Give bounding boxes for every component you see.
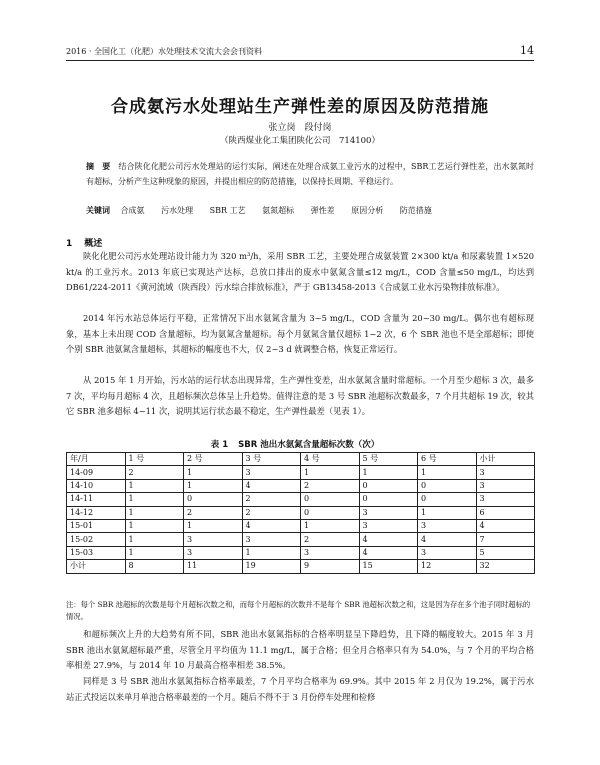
- table-row: [67, 533, 535, 546]
- table-cell: 2: [301, 533, 360, 546]
- table-cell: 4: [242, 519, 301, 532]
- exceedance-table: [66, 452, 535, 574]
- table-cell: 1: [301, 519, 360, 532]
- body-paragraph: 同样是 3 号 SBR 池出水氨氮指标合格率最差，7 个月平均合格率为 69.9%。其中 2015 年 2 月仅为 19.2%，属于污水站正式投运以来单月单池合格率最差的一个月。随后不得不于 3 月份停车处理和检修: [66, 676, 534, 702]
- table-cell: 3: [301, 546, 360, 559]
- table-cell: 7: [476, 533, 535, 546]
- table-cell: 8: [125, 560, 184, 573]
- table-cell: 2: [125, 466, 184, 479]
- table-cell: 3: [184, 533, 243, 546]
- table-cell: 2: [301, 479, 360, 492]
- table-cell: 1: [125, 479, 184, 492]
- body-paragraph: 从 2015 年 1 月开始，污水站的运行状态出现异常，生产弹性变差，出水氨氮含量时常超标。一个月至少超标 3 次，最多 7 次，平均每月超标 4 次，且超标频次总体呈上升趋势。值得注意的是 3 号 SBR 池超标次数最多，7 个月共超标 19 次，较其它 SBR 池多超标 4~11 次，说明其运行状态最不稳定，生产弹性最差（见表 1）。: [66, 375, 534, 417]
- keyword: SBR 工艺: [209, 206, 246, 215]
- table-cell: 3: [418, 546, 477, 559]
- table-cell: 0: [359, 479, 418, 492]
- table-row: [67, 506, 535, 519]
- header-cell: 年/月: [67, 453, 126, 466]
- header-cell: 5 号: [359, 453, 418, 466]
- table-row: [67, 493, 535, 506]
- table-cell: 小计: [67, 560, 126, 573]
- keyword: 原因分析: [351, 206, 384, 215]
- body-paragraph: 陕化化肥公司污水处理站设计能力为 320 m³/h，采用 SBR 工艺，主要处理合成氨装置 2×300 kt/a 和尿素装置 1×520 kt/a 的工业污水。2013 年底已实现达产达标，总放口排出的废水中氨氮含量≤12 mg/L，COD 含量≤50 mg/L，均达到 DB61/224-2011《黄河流域（陕西段）污水综合排放标准》，严于 GB13458-2013《合成氨工业水污染物排放标准》。: [66, 251, 534, 293]
- abstract-text: 结合陕化化肥公司污水处理站的运行实际，阐述在处理合成氨工业污水的过程中，SBR工艺运行弹性差，出水氨氮时有超标，分析产生这种现象的原因，并提出相应的防范措施，以保持长周期、平稳运行。: [86, 162, 534, 186]
- table-cell: 15-02: [67, 533, 126, 546]
- header-cell: 小计: [476, 453, 535, 466]
- table-cell: 19: [242, 560, 301, 573]
- table-cell: 4: [242, 479, 301, 492]
- table-cell: 0: [301, 493, 360, 506]
- table-cell: 2: [242, 506, 301, 519]
- table-cell: 1: [125, 493, 184, 506]
- table-cell: 15: [359, 560, 418, 573]
- table-total-row: [67, 560, 535, 573]
- abstract-label: 摘 要: [86, 162, 111, 171]
- table-cell: 32: [476, 560, 535, 573]
- table-cell: 14-10: [67, 479, 126, 492]
- table-cell: 11: [184, 560, 243, 573]
- keyword: 污水处理: [161, 206, 194, 215]
- section-title: 概述: [84, 239, 103, 249]
- header-cell: 6 号: [418, 453, 477, 466]
- table-cell: 4: [359, 546, 418, 559]
- table-cell: 1: [418, 466, 477, 479]
- table-cell: 1: [184, 519, 243, 532]
- table-cell: 9: [301, 560, 360, 573]
- header-cell: 4 号: [301, 453, 360, 466]
- keywords: [86, 205, 534, 216]
- table-cell: 0: [184, 493, 243, 506]
- running-header: [66, 44, 534, 61]
- table-cell: 3: [242, 466, 301, 479]
- table-cell: 3: [359, 506, 418, 519]
- table-row: [67, 519, 535, 532]
- journal-name: 2016 · 全国化工（化肥）水处理技术交流大会会刊资料: [66, 47, 262, 56]
- table-cell: 2: [184, 506, 243, 519]
- table-cell: 1: [125, 546, 184, 559]
- authors: 张立岗 段付岗: [268, 123, 332, 133]
- table-cell: 1: [301, 466, 360, 479]
- table-cell: 12: [418, 560, 477, 573]
- table-header-row: [67, 453, 535, 466]
- table-row: [67, 479, 535, 492]
- table-cell: 4: [359, 533, 418, 546]
- table-cell: 2: [242, 493, 301, 506]
- table-cell: 0: [418, 479, 477, 492]
- page-number: 14: [520, 44, 534, 57]
- table-cell: 3: [359, 519, 418, 532]
- table-cell: 3: [242, 533, 301, 546]
- table-caption: [0, 438, 600, 450]
- table-cell: 0: [301, 506, 360, 519]
- section-number: 1: [66, 239, 73, 249]
- keywords-label: 关键词: [86, 206, 110, 215]
- table-cell: 15-03: [67, 546, 126, 559]
- table-row: [67, 546, 535, 559]
- keyword: 氨氮超标: [262, 206, 295, 215]
- table-cell: 14-09: [67, 466, 126, 479]
- table-cell: 3: [184, 546, 243, 559]
- keyword: 弹性差: [310, 206, 335, 215]
- table-title: SBR 池出水氨氮含量超标次数（次）: [238, 440, 380, 450]
- table-cell: 1: [184, 466, 243, 479]
- paper-title: 合成氨污水处理站生产弹性差的原因及防范措施: [111, 97, 489, 117]
- table-cell: 3: [476, 493, 535, 506]
- table-cell: 0: [359, 493, 418, 506]
- table-cell: 6: [476, 506, 535, 519]
- table-cell: 15-01: [67, 519, 126, 532]
- table-cell: 14-12: [67, 506, 126, 519]
- table-note: 注：每个 SBR 池超标的次数是每个月超标次数之和，而每个月超标的次数并不是每个 SBR 池超标次数之和，这是因为存在多个池子同时超标的情况。: [66, 600, 531, 621]
- table-cell: 4: [476, 519, 535, 532]
- affiliation: （陕西煤业化工集团陕化公司 714100）: [220, 136, 380, 146]
- table-cell: 1: [125, 533, 184, 546]
- header-cell: 3 号: [242, 453, 301, 466]
- table-cell: 1: [242, 546, 301, 559]
- table-cell: 3: [476, 466, 535, 479]
- table-cell: 5: [476, 546, 535, 559]
- table-cell: 3: [476, 479, 535, 492]
- body-paragraph: 和超标频次上升的大趋势有所不同，SBR 池出水氨氮指标的合格率明显呈下降趋势，且下降的幅度较大。2015 年 3 月 SBR 池出水氨氮超标最严重，尽管全月平均值为 11.1 mg/L，属于合格；但全月合格率只有为 54.0%，与 7 个月的平均合格率相差 27.9%，与 2014 年 10 月最高合格率相差 38.5%。: [66, 629, 534, 671]
- table-cell: 14-11: [67, 493, 126, 506]
- keyword: 合成氨: [120, 206, 145, 215]
- abstract: [86, 159, 534, 189]
- table-cell: 0: [418, 493, 477, 506]
- table-row: [67, 466, 535, 479]
- table-cell: 4: [418, 533, 477, 546]
- section-heading: [66, 236, 114, 249]
- body-paragraph: 2014 年污水站总体运行平稳，正常情况下出水氨氮含量为 3~5 mg/L，COD 含量为 20~30 mg/L。偶尔也有超标现象，基本上未出现 COD 含量超标，均为氨氮含量超标。每个月氨氮含量仅超标 1~2 次，6 个 SBR 池也不是全部超标；即使个别 SBR 池氨氮含量超标，其超标的幅度也不大，仅 2~3 d 就调整合格，恢复正常运行。: [66, 313, 534, 355]
- table-label: 表 1: [210, 440, 229, 450]
- table-cell: 3: [418, 519, 477, 532]
- table-cell: 1: [184, 479, 243, 492]
- table-cell: 1: [359, 466, 418, 479]
- table-cell: 1: [125, 519, 184, 532]
- table-cell: 1: [125, 506, 184, 519]
- header-cell: 2 号: [184, 453, 243, 466]
- table-cell: 1: [418, 506, 477, 519]
- keyword: 防范措施: [399, 206, 432, 215]
- header-cell: 1 号: [125, 453, 184, 466]
